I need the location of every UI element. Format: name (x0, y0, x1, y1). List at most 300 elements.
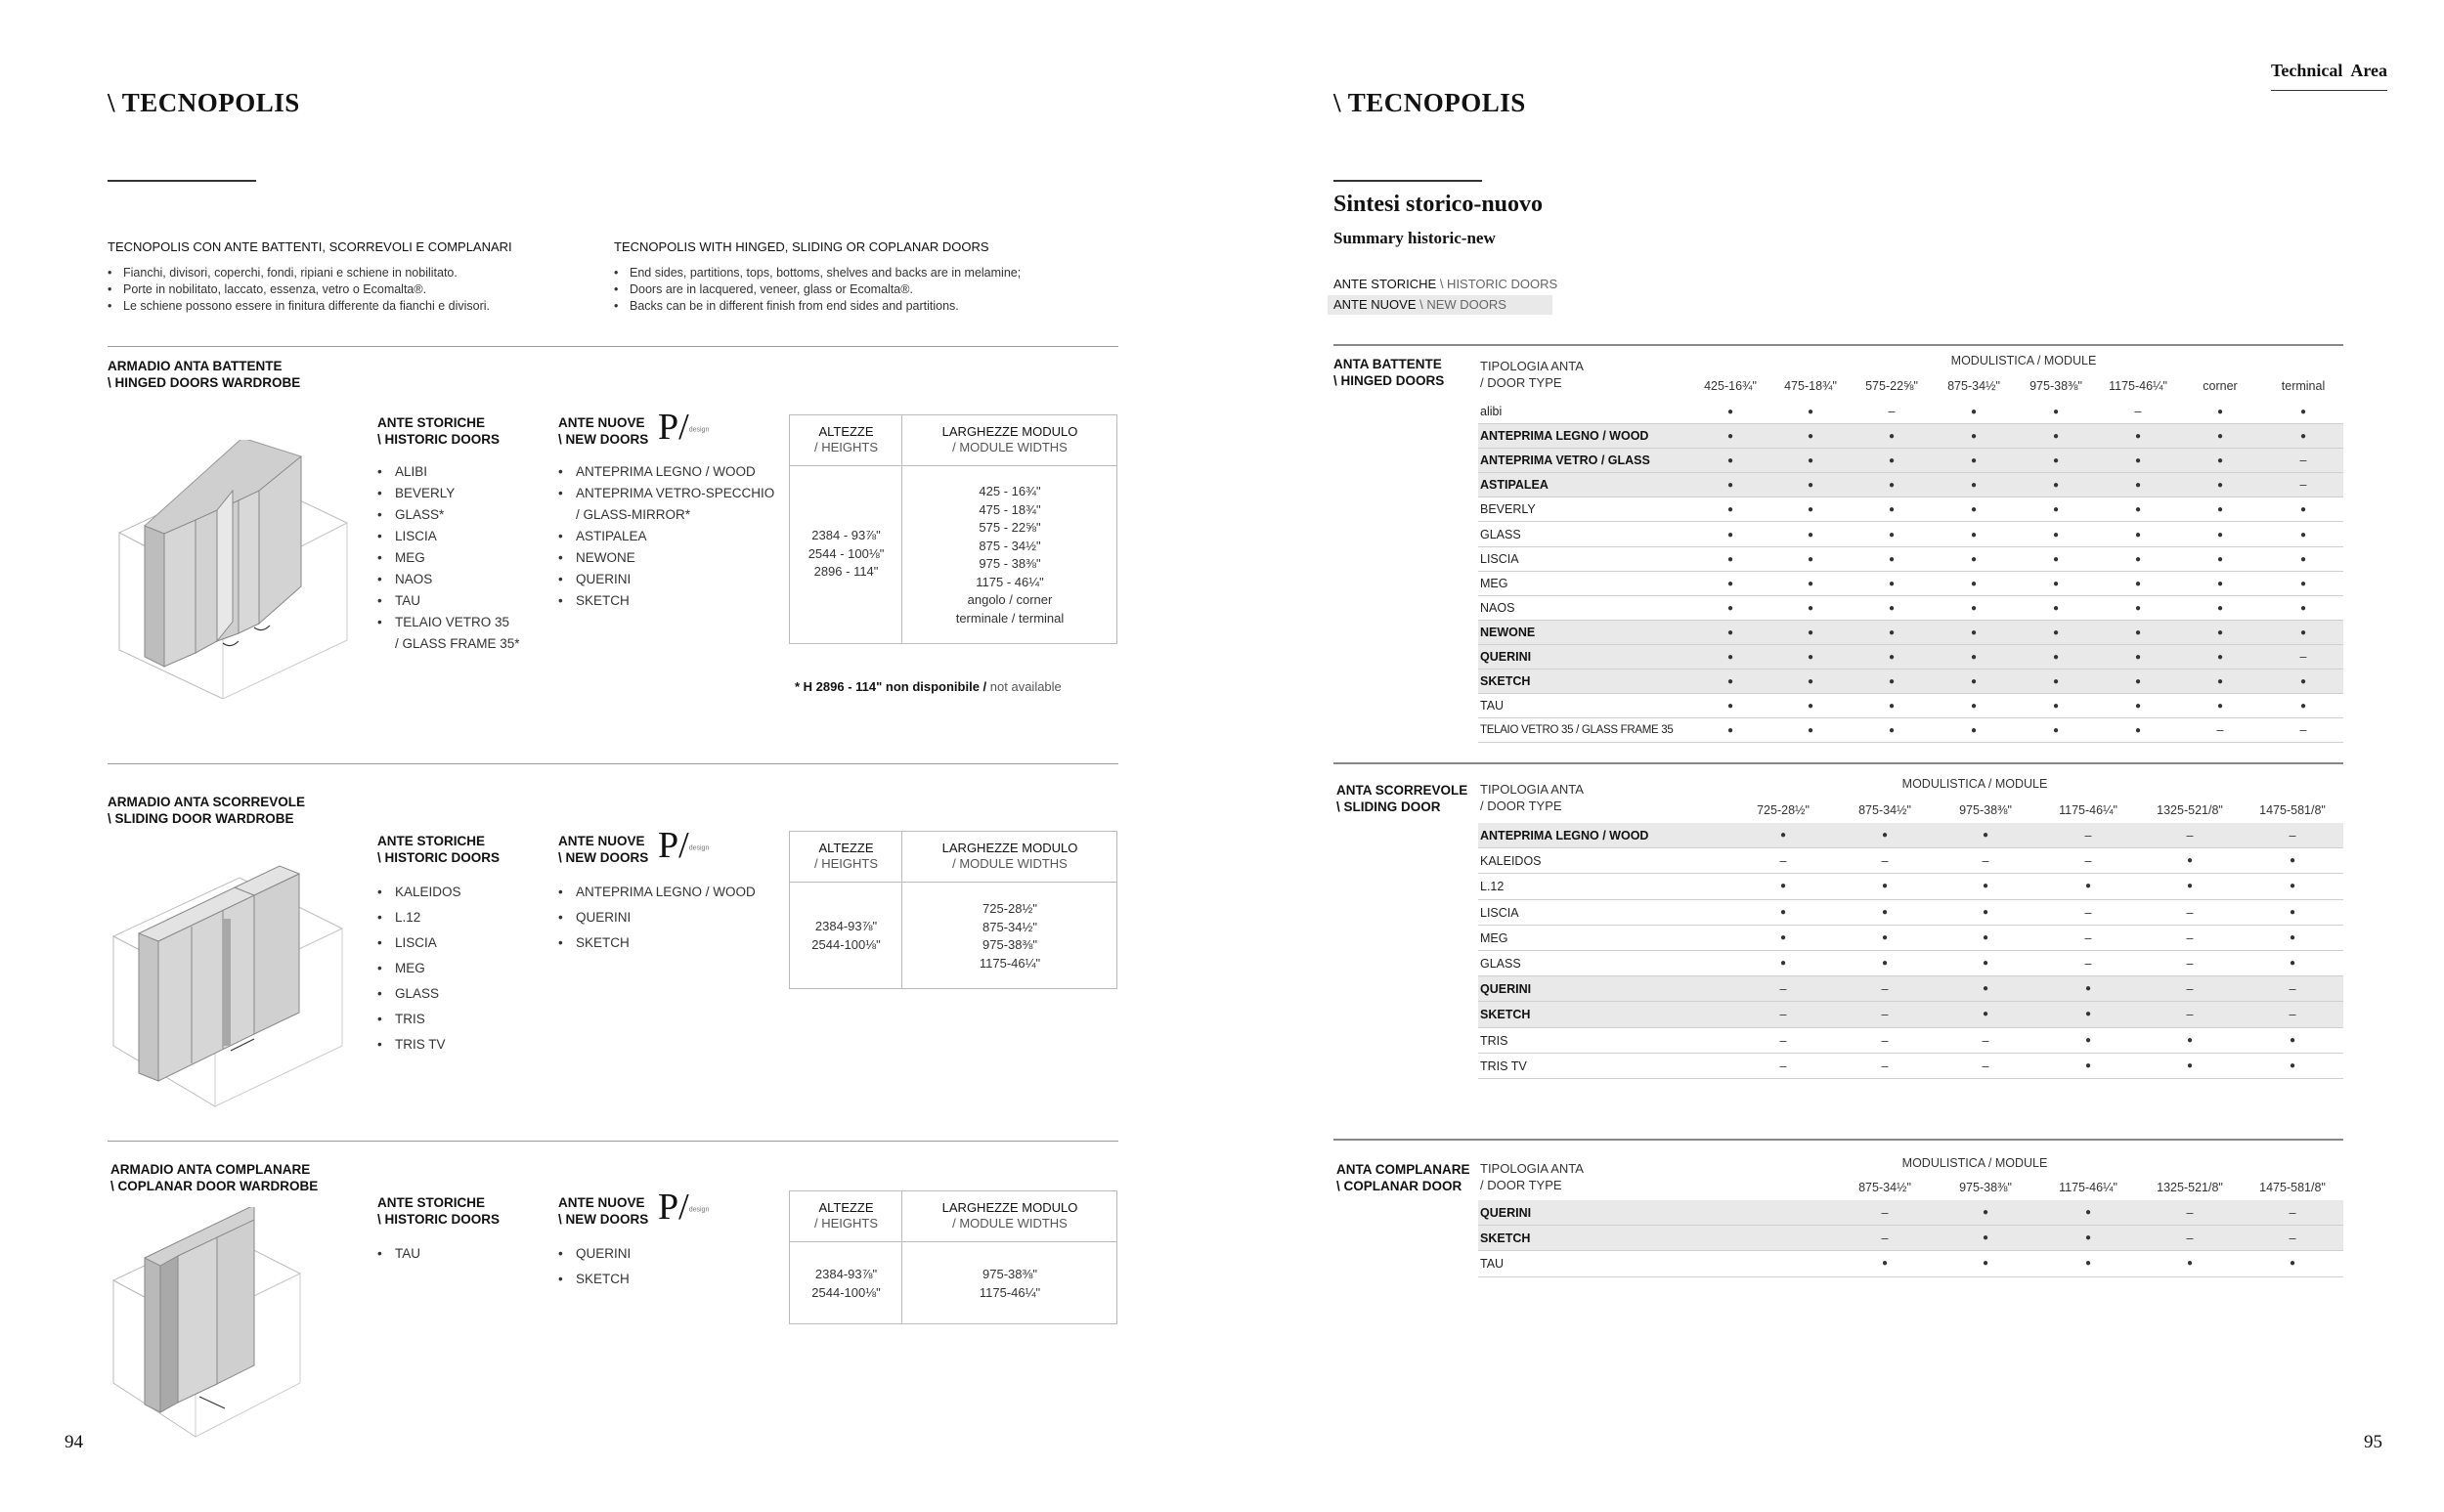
divider (108, 346, 1118, 347)
door-type-name: ASTIPALEA (1480, 478, 1549, 493)
door-type-name: KALEIDOS (1480, 854, 1542, 869)
list-item: • TELAIO VETRO 35 (377, 612, 520, 633)
module-header: MODULISTICA / MODULE (1901, 777, 2048, 791)
column-header: 1475-581/8" (2259, 803, 2326, 817)
door-type-name: LISCIA (1480, 551, 1519, 566)
table-header (790, 1191, 1116, 1242)
available-dot: ● (1888, 701, 1896, 713)
available-dot: ● (1726, 431, 1734, 443)
available-dot: ● (1982, 983, 1989, 995)
new-head-it: ANTE NUOVE (558, 834, 645, 848)
list-item: • TAU (377, 590, 520, 612)
not-available-dash: – (2084, 829, 2092, 842)
list-item: • QUERINI (558, 569, 774, 590)
available-dot: ● (1807, 676, 1814, 688)
available-dot: ● (2186, 1034, 2194, 1046)
intro-english (614, 238, 1122, 315)
available-dot: ● (2084, 1009, 2092, 1020)
available-dot: ● (2289, 906, 2296, 918)
module-header: MODULISTICA / MODULE (1901, 1156, 2048, 1170)
intro-it-heading: TECNOPOLIS CON ANTE BATTENTI, SCORREVOLI E COMPLANARI (108, 239, 512, 254)
available-dot: ● (2052, 431, 2060, 443)
column-header: 1175-46¼" (2109, 379, 2167, 393)
door-type-name: GLASS (1480, 527, 1521, 541)
section-hinged-title (108, 358, 300, 391)
list-item: • TRIS TV (377, 1032, 500, 1058)
intro-en-heading: TECNOPOLIS WITH HINGED, SLIDING OR COPLANAR DOORS (614, 239, 989, 254)
door-type-name: ANTEPRIMA LEGNO / WOOD (1480, 429, 1649, 444)
not-available-dash: – (1888, 405, 1896, 418)
column-header: 975-38⅜" (1959, 803, 2012, 817)
available-dot: ● (1970, 602, 1978, 614)
available-dot: ● (1807, 652, 1814, 663)
available-dot: ● (1888, 602, 1896, 614)
width-value: 875-34½" (982, 919, 1037, 934)
available-dot: ● (1970, 553, 1978, 565)
not-available-dash: – (2289, 829, 2296, 842)
list-item: • L.12 (377, 905, 500, 930)
section-title-it: ARMADIO ANTA SCORREVOLE (108, 795, 305, 809)
available-dot: ● (2186, 881, 2194, 892)
widths-values (902, 1266, 1117, 1302)
table-row (1478, 645, 2343, 670)
title-underline (1333, 180, 1482, 182)
column-header: 975-38⅜" (2029, 379, 2082, 393)
list-item: • LISCIA (377, 930, 500, 956)
intro-it-list (108, 265, 596, 315)
list-item: / GLASS-MIRROR* (576, 507, 691, 522)
available-dot: ● (2299, 626, 2307, 638)
available-dot: ● (2289, 931, 2296, 943)
available-dot: ● (1881, 1258, 1889, 1270)
p-logo-small: design (688, 426, 710, 434)
available-dot: ● (1888, 455, 1896, 467)
widths-header (902, 841, 1117, 872)
heights-head-it: ALTEZZE (818, 841, 874, 855)
historic-head-en: \ HISTORIC DOORS (377, 432, 501, 447)
historic-head (377, 414, 520, 448)
not-available-dash: – (2299, 650, 2307, 664)
table-row (1478, 596, 2343, 621)
right-page-title: \ TECNOPOLIS (1333, 88, 1526, 117)
available-dot: ● (2216, 504, 2224, 516)
legend-new (1328, 295, 1552, 315)
height-value: 2896 - 114" (813, 564, 879, 579)
list-item: • TAU (377, 1241, 500, 1267)
not-available-dash: – (2299, 454, 2307, 468)
available-dot: ● (1881, 830, 1889, 841)
list-item: • ANTEPRIMA LEGNO / WOOD (558, 461, 774, 483)
available-dot: ● (2299, 431, 2307, 443)
available-dot: ● (2289, 1059, 2296, 1071)
available-dot: ● (2134, 602, 2142, 614)
available-dot: ● (1970, 652, 1978, 663)
list-item: • QUERINI (558, 905, 756, 930)
table-row (1478, 874, 2343, 899)
available-dot: ● (2216, 407, 2224, 417)
column-header: 425-16¾" (1704, 379, 1757, 393)
heights-head-it: ALTEZZE (818, 424, 874, 439)
p-design-logo (658, 409, 709, 449)
table-coplanar-title (1336, 1161, 1470, 1194)
width-value: 1175 - 46¼" (976, 574, 1044, 589)
column-header: 575-22⅝" (1865, 379, 1918, 393)
not-available-dash: – (2289, 1206, 2296, 1220)
available-dot: ● (2052, 652, 2060, 663)
available-dot: ● (1726, 480, 1734, 492)
available-dot: ● (1970, 431, 1978, 443)
available-dot: ● (2216, 676, 2224, 688)
available-dot: ● (1982, 906, 1989, 918)
p-design-logo (658, 1188, 709, 1229)
p-design-logo (658, 827, 709, 867)
table-row (1478, 1251, 2343, 1276)
table-row (1478, 1200, 2343, 1226)
width-value: 575 - 22⅝" (979, 520, 1041, 535)
table-row (1478, 523, 2343, 547)
historic-head-it: ANTE STORICHE (377, 834, 486, 848)
available-dot: ● (1970, 626, 1978, 638)
available-dot: ● (1779, 931, 1787, 943)
available-dot: ● (1807, 529, 1814, 540)
available-dot: ● (2289, 1258, 2296, 1270)
list-item: • MEG (377, 547, 520, 569)
table-title-it: ANTA COMPLANARE (1336, 1162, 1470, 1177)
table-row (1478, 976, 2343, 1002)
list-item: • Fianchi, divisori, coperchi, fondi, ripiani e schiene in nobilitato. (108, 265, 596, 281)
column-header: 725-28½" (1757, 803, 1810, 817)
available-dot: ● (1726, 626, 1734, 638)
available-dot: ● (1881, 931, 1889, 943)
not-available-dash: – (2186, 982, 2194, 997)
available-dot: ● (1970, 701, 1978, 713)
list-item: • Backs can be in different finish from end sides and partitions. (614, 298, 1122, 315)
available-dot: ● (1982, 1232, 1989, 1244)
column-header: 875-34½" (1947, 379, 2000, 393)
table-row (1478, 400, 2343, 424)
heights-header (790, 1200, 902, 1231)
historic-doors-sliding (377, 833, 500, 1058)
not-available-dash: – (2289, 1008, 2296, 1022)
heights-head-it: ALTEZZE (818, 1200, 874, 1215)
list-item: • Porte in nobilitato, laccato, essenza, vetro o Ecomalta®. (108, 281, 596, 298)
column-header: 1175-46¼" (2059, 803, 2117, 817)
available-dot: ● (2134, 553, 2142, 565)
not-available-dash: – (1881, 854, 1889, 869)
available-dot: ● (1888, 529, 1896, 540)
legend-new-light: \ NEW DOORS (1416, 297, 1506, 312)
not-available-dash: – (2084, 854, 2092, 869)
not-available-dash: – (2084, 930, 2092, 945)
table-row (1478, 473, 2343, 497)
door-type-name: MEG (1480, 930, 1508, 945)
available-dot: ● (2052, 676, 2060, 688)
widths-values (902, 900, 1117, 972)
available-dot: ● (2134, 626, 2142, 638)
available-dot: ● (2052, 578, 2060, 589)
list-item: • GLASS* (377, 504, 520, 526)
not-available-dash: – (2084, 905, 2092, 920)
historic-head-en: \ HISTORIC DOORS (377, 1212, 501, 1227)
p-logo-text: P/ (658, 407, 689, 448)
table-divider (1333, 1139, 2343, 1141)
door-type-name: TRIS (1480, 1033, 1508, 1048)
list-item: • ALIBI (377, 461, 520, 483)
available-dot: ● (1970, 504, 1978, 516)
door-type-name: NEWONE (1480, 625, 1536, 639)
not-available-dash: – (2186, 905, 2194, 920)
door-type-name: L.12 (1480, 880, 1505, 894)
list-item: • Le schiene possono essere in finitura differente da fianchi e divisori. (108, 298, 596, 315)
available-dot: ● (2289, 881, 2296, 892)
available-dot: ● (1726, 553, 1734, 565)
available-dot: ● (1970, 455, 1978, 467)
section-coplanar-title (110, 1161, 318, 1194)
divider (108, 763, 1118, 764)
height-value: 2384-93⅞" (814, 1267, 878, 1281)
not-available-dash: – (2084, 957, 2092, 971)
available-dot: ● (1970, 407, 1978, 417)
page-number-left: 94 (65, 1432, 83, 1452)
available-dot: ● (1807, 725, 1814, 737)
available-dot: ● (2052, 455, 2060, 467)
list-item: • End sides, partitions, tops, bottoms, shelves and backs are in melamine; (614, 265, 1122, 281)
table-divider (1333, 762, 2343, 764)
available-dot: ● (2134, 701, 2142, 713)
widths-head-en: / MODULE WIDTHS (952, 440, 1068, 454)
available-dot: ● (1888, 626, 1896, 638)
list-item: • MEG (377, 956, 500, 981)
available-dot: ● (1807, 701, 1814, 713)
available-dot: ● (1726, 529, 1734, 540)
summary-title: Sintesi storico-nuovo (1333, 192, 1544, 217)
door-type-name: GLASS (1480, 957, 1521, 971)
not-available-dash: – (2186, 930, 2194, 945)
list-item: • SKETCH (558, 590, 774, 612)
new-list (558, 1241, 648, 1292)
table-hinged-title (1333, 356, 1444, 389)
available-dot: ● (1888, 676, 1896, 688)
available-dot: ● (1982, 1009, 1989, 1020)
width-value: 1175-46¼" (979, 955, 1041, 971)
table-title-en: \ COPLANAR DOOR (1336, 1179, 1462, 1193)
width-value: 1175-46¼" (979, 1284, 1041, 1300)
historic-head-en: \ HISTORIC DOORS (377, 850, 501, 865)
new-list (558, 461, 774, 612)
available-dot: ● (1726, 407, 1734, 417)
table-row (1478, 848, 2343, 874)
available-dot: ● (2052, 529, 2060, 540)
availability-note (795, 678, 1062, 695)
available-dot: ● (2299, 504, 2307, 516)
available-dot: ● (2216, 480, 2224, 492)
available-dot: ● (1726, 701, 1734, 713)
door-type-en: / DOOR TYPE (1480, 1178, 1562, 1192)
intro-en-list (614, 265, 1122, 315)
widths-head-en: / MODULE WIDTHS (952, 1216, 1068, 1231)
heights-values (790, 527, 902, 582)
width-value: angolo / corner (967, 592, 1053, 607)
heights-header (790, 841, 902, 872)
historic-head (377, 1194, 500, 1228)
historic-head-it: ANTE STORICHE (377, 415, 486, 430)
available-dot: ● (2216, 701, 2224, 713)
column-header: 1325-521/8" (2157, 803, 2223, 817)
new-head (558, 833, 756, 866)
available-dot: ● (1807, 407, 1814, 417)
available-dot: ● (1779, 830, 1787, 841)
module-header: MODULISTICA / MODULE (1950, 354, 2097, 367)
available-dot: ● (2084, 1034, 2092, 1046)
list-item: • LISCIA (377, 526, 520, 547)
section-title-en: \ HINGED DOORS WARDROBE (108, 375, 301, 390)
dimensions-table-sliding (789, 831, 1117, 989)
not-available-dash: – (1779, 1058, 1787, 1073)
available-dot: ● (2134, 504, 2142, 516)
door-type-name: NAOS (1480, 600, 1515, 615)
table-header (790, 832, 1116, 883)
table-title-en: \ HINGED DOORS (1333, 373, 1445, 388)
available-dot: ● (2186, 855, 2194, 867)
intro-italian (108, 238, 596, 315)
available-dot: ● (1970, 676, 1978, 688)
list-item: • BEVERLY (377, 483, 520, 504)
table-row (1478, 497, 2343, 522)
widths-head-it: LARGHEZZE MODULO (941, 424, 1078, 439)
dimensions-table-coplanar (789, 1190, 1117, 1324)
header-underline (2271, 90, 2387, 91)
table-row (1478, 424, 2343, 449)
summary-subtitle: Summary historic-new (1333, 229, 1496, 247)
left-page-title: \ TECNOPOLIS (108, 88, 300, 117)
table-row (1478, 823, 2343, 848)
new-head (558, 1194, 648, 1228)
available-dot: ● (1807, 602, 1814, 614)
available-dot: ● (2084, 1059, 2092, 1071)
not-available-dash: – (1779, 854, 1787, 869)
column-header: 1325-521/8" (2157, 1181, 2223, 1194)
not-available-dash: – (2216, 723, 2224, 738)
height-value: 2384-93⅞" (814, 919, 878, 933)
not-available-dash: – (1982, 1058, 1989, 1073)
widths-header (902, 1200, 1117, 1231)
available-dot: ● (1982, 830, 1989, 841)
list-item: • QUERINI (558, 1241, 648, 1267)
available-dot: ● (2052, 553, 2060, 565)
door-type-name: TELAIO VETRO 35 / GLASS FRAME 35 (1480, 724, 1674, 737)
heights-values (790, 918, 902, 954)
available-dot: ● (2052, 626, 2060, 638)
width-value: 475 - 18¾" (979, 501, 1041, 517)
p-logo-text: P/ (658, 1187, 689, 1228)
available-dot: ● (2186, 1258, 2194, 1270)
available-dot: ● (1982, 881, 1989, 892)
list-item: / GLASS FRAME 35* (395, 636, 520, 651)
door-type-it: TIPOLOGIA ANTA (1480, 1161, 1584, 1176)
p-logo-small: design (688, 844, 710, 852)
available-dot: ● (2134, 652, 2142, 663)
table-row (1478, 670, 2343, 694)
not-available-dash: – (1881, 1206, 1889, 1220)
available-dot: ● (2084, 983, 2092, 995)
table-row (1478, 621, 2343, 645)
table-row (1478, 449, 2343, 473)
not-available-dash: – (1779, 1033, 1787, 1048)
p-logo-text: P/ (658, 825, 689, 866)
height-value: 2384 - 93⅞" (811, 528, 881, 542)
historic-list (377, 461, 520, 655)
available-dot: ● (1970, 578, 1978, 589)
available-dot: ● (2186, 1059, 2194, 1071)
available-dot: ● (1726, 676, 1734, 688)
widths-head-it: LARGHEZZE MODULO (941, 841, 1078, 855)
heights-head-en: / HEIGHTS (813, 1216, 878, 1231)
available-dot: ● (2216, 652, 2224, 663)
historic-head (377, 833, 500, 866)
available-dot: ● (2134, 725, 2142, 737)
available-dot: ● (1807, 578, 1814, 589)
door-type-name: TAU (1480, 1257, 1505, 1272)
available-dot: ● (1807, 431, 1814, 443)
available-dot: ● (1888, 725, 1896, 737)
available-dot: ● (1982, 931, 1989, 943)
historic-head-it: ANTE STORICHE (377, 1195, 486, 1210)
not-available-dash: – (1881, 982, 1889, 997)
not-available-dash: – (1881, 1008, 1889, 1022)
available-dot: ● (2299, 602, 2307, 614)
list-item: • KALEIDOS (377, 880, 500, 905)
available-dot: ● (2299, 553, 2307, 565)
available-dot: ● (2052, 480, 2060, 492)
available-dot: ● (1888, 480, 1896, 492)
available-dot: ● (2299, 578, 2307, 589)
new-doors-hinged (558, 407, 775, 612)
available-dot: ● (2289, 855, 2296, 867)
available-dot: ● (2289, 1034, 2296, 1046)
available-dot: ● (1807, 455, 1814, 467)
available-dot: ● (1807, 626, 1814, 638)
table-divider (1333, 344, 2343, 346)
section-title-en: \ COPLANAR DOOR WARDROBE (110, 1179, 319, 1193)
available-dot: ● (2299, 676, 2307, 688)
not-available-dash: – (1982, 1033, 1989, 1048)
list-item: • SKETCH (558, 930, 756, 956)
list-item: • NAOS (377, 569, 520, 590)
column-header: 875-34½" (1858, 1181, 1911, 1194)
door-type-name: LISCIA (1480, 905, 1519, 920)
available-dot: ● (2216, 529, 2224, 540)
table-row (1478, 1028, 2343, 1054)
not-available-dash: – (1881, 1058, 1889, 1073)
available-dot: ● (2052, 504, 2060, 516)
column-header: terminal (2281, 379, 2326, 393)
title-underline (108, 180, 256, 182)
available-dot: ● (2299, 407, 2307, 417)
width-value: terminale / terminal (955, 610, 1065, 626)
new-head-en: \ NEW DOORS (558, 850, 649, 865)
door-type-en: / DOOR TYPE (1480, 799, 1562, 813)
not-available-dash: – (1779, 1008, 1787, 1022)
door-type-en: / DOOR TYPE (1480, 375, 1562, 390)
available-dot: ● (2216, 626, 2224, 638)
height-value: 2544 - 100⅛" (807, 545, 885, 561)
legend-historic (1333, 276, 1557, 292)
legend-new-bold: ANTE NUOVE (1333, 297, 1417, 312)
technical-area-label: Technical Area (2271, 61, 2388, 80)
height-value: 2544-100⅛" (811, 936, 881, 952)
available-dot: ● (2084, 881, 2092, 892)
coplanar-wardrobe-illustration (109, 1207, 305, 1442)
